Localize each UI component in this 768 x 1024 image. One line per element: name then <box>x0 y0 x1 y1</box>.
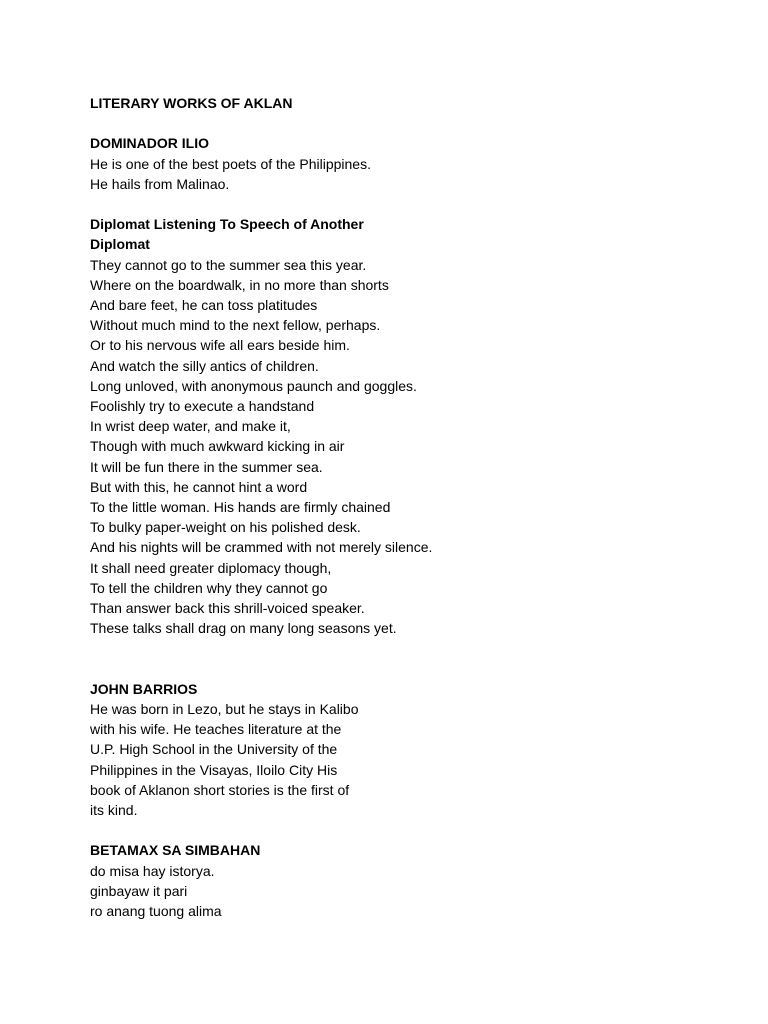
poem-line: But with this, he cannot hint a word <box>90 478 308 495</box>
poem-line: These talks shall drag on many long seasons yet. <box>90 620 397 637</box>
poem-line: Without much mind to the next fellow, perhaps. <box>90 317 381 334</box>
poem-line: To bulky paper-weight on his polished desk. <box>90 519 361 536</box>
bio-line: He hails from Malinao. <box>90 175 230 192</box>
poem-line: ro anang tuong alima <box>90 903 222 920</box>
poem-title: Diplomat <box>90 236 150 253</box>
bio-line: its kind. <box>90 802 138 819</box>
poem-line: And his nights will be crammed with not merely silence. <box>90 539 433 556</box>
poem-title: Diplomat Listening To Speech of Another <box>90 216 364 233</box>
spacer <box>90 194 730 214</box>
poem-line: ginbayaw it pari <box>90 882 188 899</box>
bio-line: book of Aklanon short stories is the first of <box>90 781 350 798</box>
poem-line: To tell the children why they cannot go <box>90 579 328 596</box>
poem-line: Where on the boardwalk, in no more than shorts <box>90 276 389 293</box>
poem-line: Foolishly try to execute a handstand <box>90 398 315 415</box>
poem-title: BETAMAX SA SIMBAHAN <box>90 842 261 859</box>
author-name: DOMINADOR ILIO <box>90 135 209 152</box>
poem-line: Than answer back this shrill-voiced speaker. <box>90 600 365 617</box>
poem-line: Long unloved, with anonymous paunch and goggles. <box>90 377 417 394</box>
author-name: JOHN BARRIOS <box>90 680 198 697</box>
document-title: LITERARY WORKS OF AKLAN <box>90 95 293 111</box>
poem-line: To the little woman. His hands are firmly chained <box>90 499 391 516</box>
document-page <box>90 93 730 921</box>
poem-line: Though with much awkward kicking in air <box>90 438 345 455</box>
poem-line: And watch the silly antics of children. <box>90 357 319 374</box>
spacer <box>90 638 730 678</box>
bio-line: U.P. High School in the University of the <box>90 741 338 758</box>
bio-line: He is one of the best poets of the Philippines. <box>90 155 371 172</box>
poem-line: Or to his nervous wife all ears beside him. <box>90 337 350 354</box>
poem-line: do misa hay istorya. <box>90 862 215 879</box>
bio-line: Philippines in the Visayas, Iloilo City His <box>90 761 338 778</box>
spacer <box>90 113 730 133</box>
poem-line: They cannot go to the summer sea this year. <box>90 256 367 273</box>
poem-line: It shall need greater diplomacy though, <box>90 559 332 576</box>
bio-line: He was born in Lezo, but he stays in Kalibo <box>90 701 359 718</box>
poem-line: And bare feet, he can toss platitudes <box>90 297 318 313</box>
poem-line: It will be fun there in the summer sea. <box>90 458 323 475</box>
bio-line: with his wife. He teaches literature at the <box>90 721 342 738</box>
poem-line: In wrist deep water, and make it, <box>90 418 291 435</box>
spacer <box>90 820 730 840</box>
